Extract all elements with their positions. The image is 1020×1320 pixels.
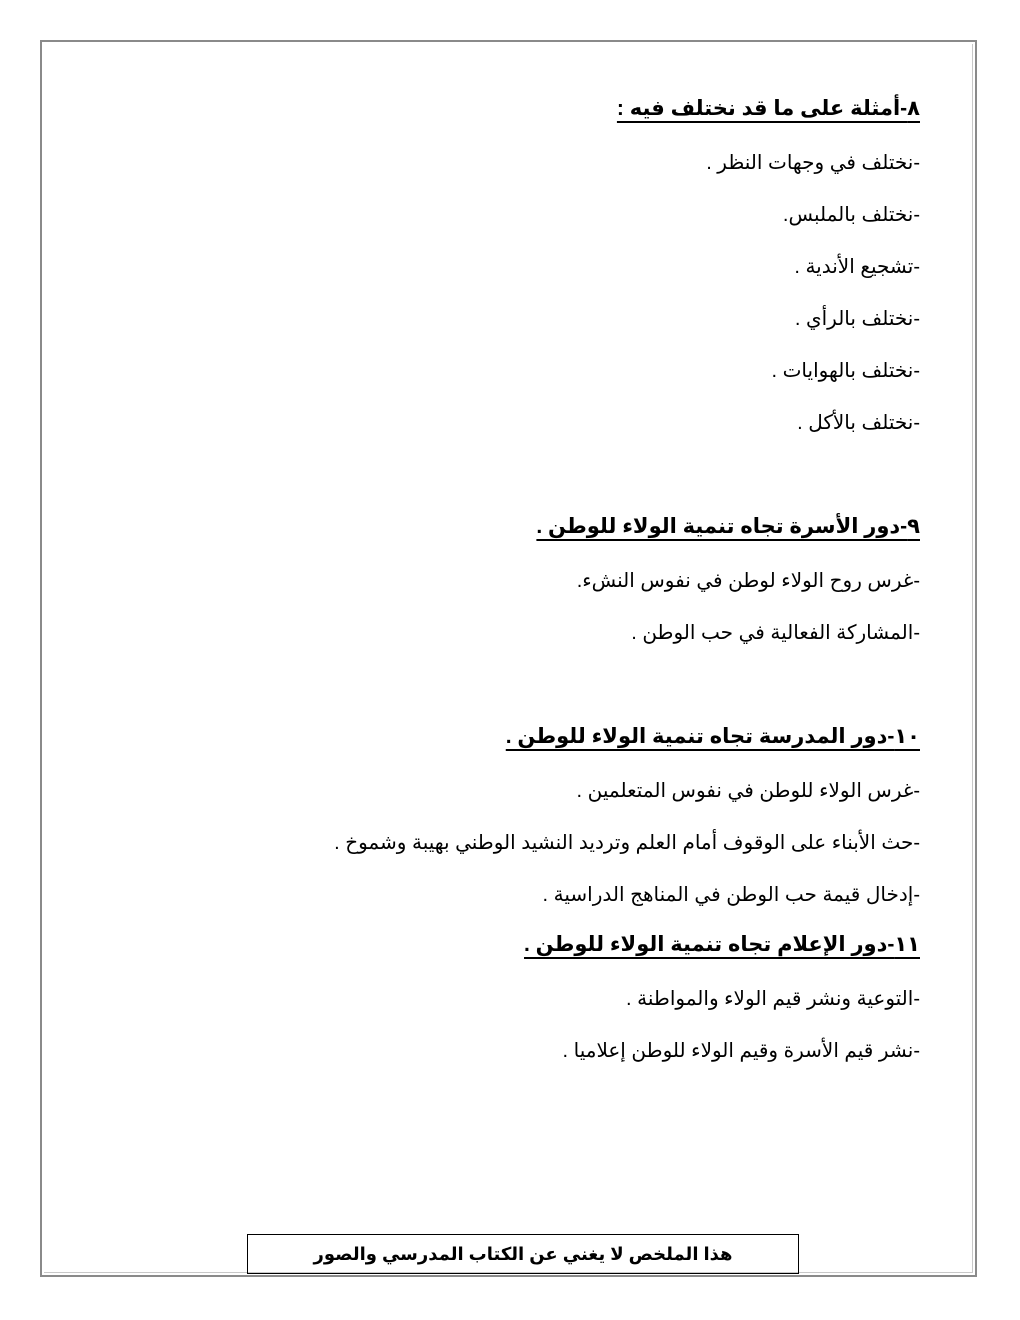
section-8-item-3: -تشجيع الأندية . — [794, 256, 920, 278]
section-heading-8: ٨-أمثلة على ما قد نختلف فيه : — [616, 97, 920, 120]
section-11-item-1: -التوعية ونشر قيم الولاء والمواطنة . — [626, 988, 920, 1010]
section-8-item-4: -نختلف بالرأي . — [794, 308, 920, 330]
section-8-item-6: -نختلف بالأكل . — [797, 412, 920, 434]
section-8-item-5: -نختلف بالهوايات . — [771, 360, 920, 382]
section-heading-9: ٩-دور الأسرة تجاه تنمية الولاء للوطن . — [536, 515, 920, 538]
page-border-shadow — [44, 44, 973, 1273]
section-8-item-2: -نختلف بالملبس. — [782, 204, 920, 226]
section-10-item-1: -غرس الولاء للوطن في نفوس المتعلمين . — [576, 780, 920, 802]
section-9-item-2: -المشاركة الفعالية في حب الوطن . — [631, 622, 920, 644]
footer-disclaimer-text: هذا الملخص لا يغني عن الكتاب المدرسي والصور — [313, 1243, 733, 1264]
footer-disclaimer-box — [247, 1234, 799, 1274]
section-8-item-1: -نختلف في وجهات النظر . — [706, 152, 920, 174]
section-10-item-2: -حث الأبناء على الوقوف أمام العلم وترديد النشيد الوطني بهيبة وشموخ . — [334, 832, 920, 854]
section-heading-10: ١٠-دور المدرسة تجاه تنمية الولاء للوطن . — [505, 725, 920, 748]
section-9-item-1: -غرس روح الولاء لوطن في نفوس النشء. — [576, 570, 920, 592]
section-10-item-3: -إدخال قيمة حب الوطن في المناهج الدراسية . — [542, 884, 920, 906]
section-11-item-2: -نشر قيم الأسرة وقيم الولاء للوطن إعلاميا . — [562, 1040, 920, 1062]
section-heading-11: ١١-دور الإعلام تجاه تنمية الولاء للوطن . — [524, 933, 920, 956]
